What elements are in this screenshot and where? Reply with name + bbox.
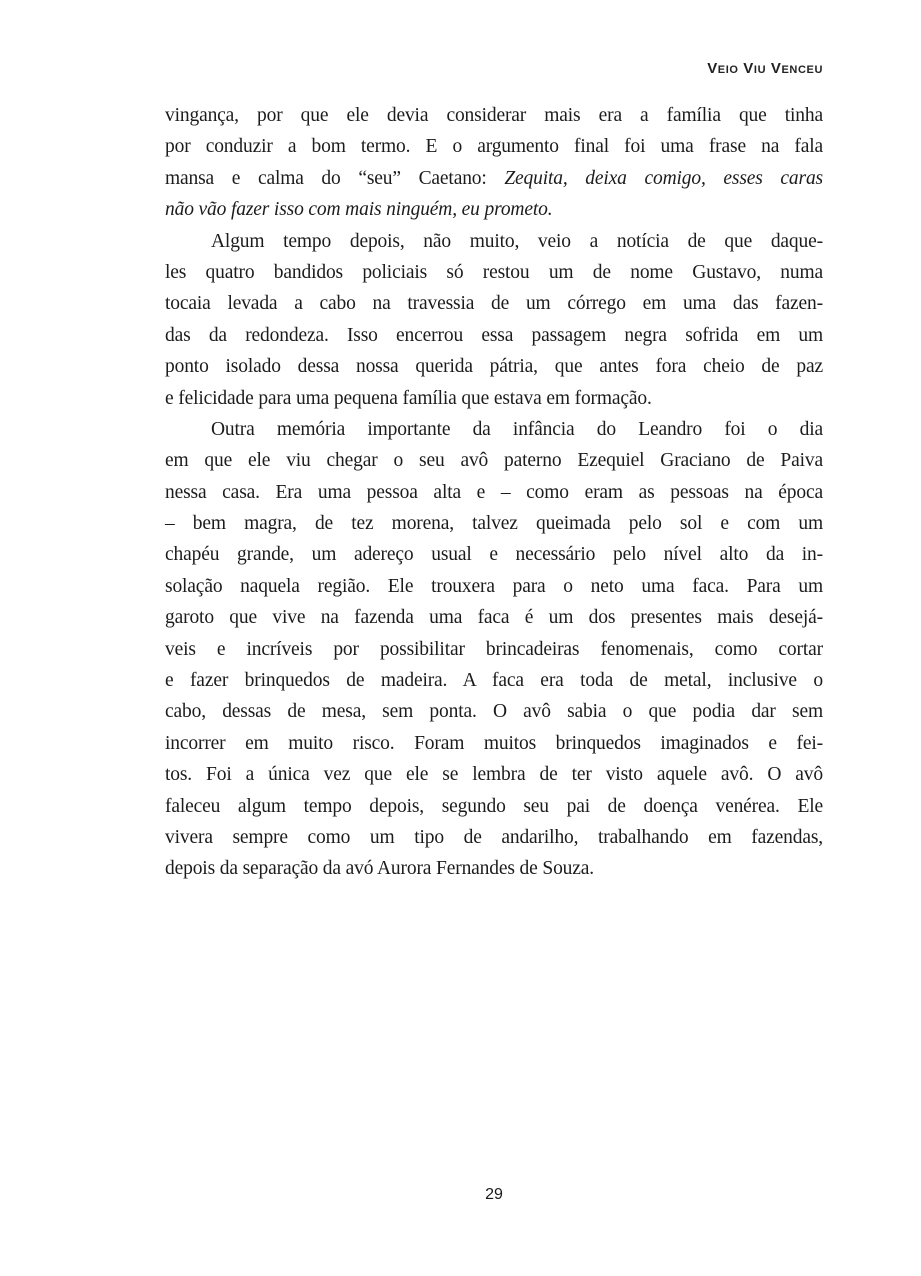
body-text-line [165, 508, 823, 539]
body-text-line [165, 445, 823, 476]
body-text-line [165, 100, 823, 131]
body-text-line [165, 822, 823, 853]
body-text-segment: ponto isolado dessa nossa querida pátria, que antes fora cheio de paz [165, 356, 823, 378]
running-header-title: Veio Viu Venceu [707, 60, 823, 77]
body-text-line [165, 602, 823, 633]
body-text-line [165, 163, 823, 194]
body-text-segment: Algum tempo depois, não muito, veio a notícia de que daque- [211, 230, 823, 252]
body-text-line [165, 477, 823, 508]
body-text-segment: das da redondeza. Isso encerrou essa passagem negra sofrida em um [165, 324, 823, 346]
body-text-segment: depois da separação da avó Aurora Fernandes de Souza. [165, 858, 595, 880]
body-text-line [165, 131, 823, 162]
body-text-line [165, 257, 823, 288]
body-text-italic-segment: Zequita, deixa comigo, esses caras [504, 167, 823, 189]
body-text-segment: chapéu grande, um adereço usual e necessário pelo nível alto da in- [165, 544, 823, 566]
body-text-segment: incorrer em muito risco. Foram muitos brinquedos imaginados e fei- [165, 732, 823, 754]
body-text-segment: solação naquela região. Ele trouxera para o neto uma faca. Para um [165, 575, 823, 597]
body-text-line [165, 696, 823, 727]
body-text-line [165, 853, 823, 884]
body-text-segment: faleceu algum tempo depois, segundo seu pai de doença venérea. Ele [165, 795, 823, 817]
body-text-segment: por conduzir a bom termo. E o argumento final foi uma frase na fala [165, 136, 823, 158]
body-text-segment: les quatro bandidos policiais só restou um de nome Gustavo, numa [165, 261, 823, 283]
body-text-segment: vivera sempre como um tipo de andarilho, trabalhando em fazendas, [165, 826, 823, 848]
body-text-segment: tos. Foi a única vez que ele se lembra de ter visto aquele avô. O avô [165, 764, 823, 786]
body-text-segment: garoto que vive na fazenda uma faca é um dos presentes mais desejá- [165, 607, 823, 629]
body-text-segment: – bem magra, de tez morena, talvez queimada pelo sol e com um [165, 513, 823, 535]
body-text-segment: mansa e calma do “seu” Caetano: [165, 167, 505, 189]
body-text-line [165, 728, 823, 759]
page-number: 29 [485, 1186, 503, 1203]
body-text-line [165, 383, 823, 414]
body-text-segment: veis e incríveis por possibilitar brincadeiras fenomenais, como cortar [165, 638, 823, 660]
body-text-italic-segment: não vão fazer isso com mais ninguém, eu prometo. [165, 199, 553, 221]
body-text-line [165, 571, 823, 602]
body-text-line [165, 351, 823, 382]
body-text-line [165, 320, 823, 351]
body-text-line [165, 791, 823, 822]
text-block [165, 100, 823, 885]
body-text-line [165, 226, 823, 257]
body-text-segment: cabo, dessas de mesa, sem ponta. O avô sabia o que podia dar sem [165, 701, 823, 723]
body-text-line [165, 634, 823, 665]
body-text-segment: e fazer brinquedos de madeira. A faca era toda de metal, inclusive o [165, 670, 823, 692]
body-text-segment: e felicidade para uma pequena família que estava em formação. [165, 387, 652, 409]
body-text-line [165, 414, 823, 445]
body-text-line [165, 759, 823, 790]
body-text-segment: nessa casa. Era uma pessoa alta e – como eram as pessoas na época [165, 481, 823, 503]
body-text-segment: vingança, por que ele devia considerar mais era a família que tinha [165, 105, 823, 126]
body-text-line [165, 665, 823, 696]
body-text-line [165, 539, 823, 570]
body-text-segment: em que ele viu chegar o seu avô paterno Ezequiel Graciano de Paiva [165, 450, 823, 472]
body-text-line [165, 288, 823, 319]
body-text-segment: Outra memória importante da infância do Leandro foi o dia [211, 418, 823, 440]
body-text-line [165, 194, 823, 225]
body-text-segment: tocaia levada a cabo na travessia de um córrego em uma das fazen- [165, 293, 823, 315]
